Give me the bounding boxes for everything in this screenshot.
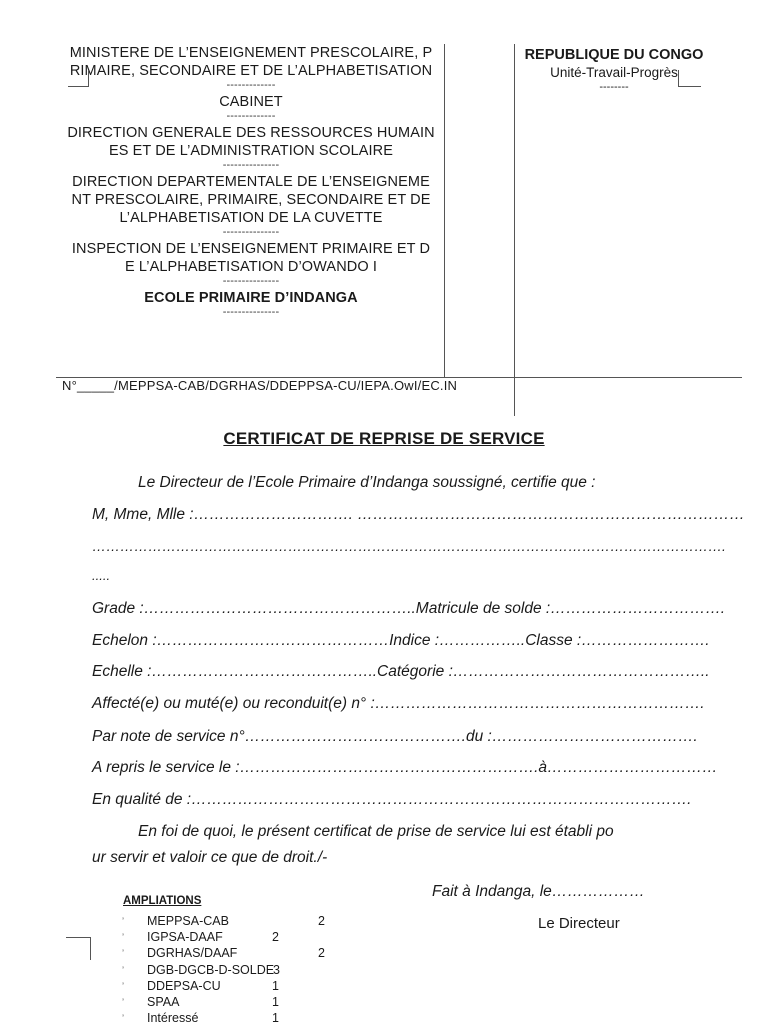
list-bullet: ’ <box>122 980 124 991</box>
ampliation-count: 2 <box>318 946 325 961</box>
ministry-line-2: RIMAIRE, SECONDAIRE ET DE L’ALPHABETISATION <box>69 63 433 79</box>
separator: --------------- <box>222 159 280 171</box>
closing-line-2: ur servir et valoir ce que de droit./- <box>92 849 328 866</box>
national-motto: Unité-Travail-Progrès <box>550 65 678 80</box>
separator: --------------- <box>222 275 280 287</box>
dgrh-line-2: ES ET DE L’ADMINISTRATION SCOLAIRE <box>108 143 394 159</box>
ampliation-recipient: IGPSA-DAAF <box>147 930 223 945</box>
ampliation-recipient: SPAA <box>147 995 180 1009</box>
list-bullet: ’ <box>122 916 124 926</box>
intro-text: Le Directeur de l’Ecole Primaire d’Indanga soussigné, certifie que : <box>138 474 596 491</box>
list-bullet: ’ <box>122 932 124 943</box>
field-echelon: Echelon :………………………………………Indice :……………..Classe :……………………. <box>92 632 710 649</box>
ampliation-recipient: DGRHAS/DAAF <box>147 946 238 961</box>
list-bullet: ’ <box>122 1013 124 1024</box>
list-bullet: ’ <box>122 948 124 959</box>
list-bullet: ’ <box>122 997 124 1007</box>
field-position: En qualité de :……………………………………………………………………………………. <box>92 791 692 808</box>
ampliation-count: 1 <box>272 995 279 1009</box>
ddep-line-1: DIRECTION DEPARTEMENTALE DE L’ENSEIGNEME <box>72 174 430 190</box>
field-resumption-date: A repris le service le :………………………………………………….à…………………………… <box>92 759 718 776</box>
field-echelle: Echelle :……………………………………..Catégorie :………………………………………….. <box>92 663 710 680</box>
school-name: ECOLE PRIMAIRE D’INDANGA <box>144 290 358 306</box>
ampliation-count: 1 <box>272 978 279 993</box>
ddep-line-3: L’ALPHABETISATION DE LA CUVETTE <box>119 210 383 226</box>
separator: --------------- <box>222 226 280 238</box>
separator: --------------- <box>222 306 280 318</box>
signatory-title: Le Directeur <box>538 915 620 932</box>
list-bullet: ’ <box>122 964 124 975</box>
header-left <box>58 44 444 320</box>
field-name-continuation-2: ..... <box>92 568 111 583</box>
corner-mark-left <box>68 70 89 87</box>
cabinet-label: CABINET <box>219 94 283 110</box>
header-right <box>516 46 712 93</box>
ampliation-count: 3 <box>273 962 280 977</box>
ministry-line-1: MINISTERE DE L’ENSEIGNEMENT PRESCOLAIRE, P <box>69 45 433 61</box>
field-service-note: Par note de service n°…………………………………….du :…………………………………. <box>92 728 698 745</box>
inspection-line-2: E L’ALPHABETISATION D’OWANDO I <box>125 259 377 275</box>
ampliations-title: AMPLIATIONS <box>123 895 202 907</box>
ddep-line-2: NT PRESCOLAIRE, PRIMAIRE, SECONDAIRE ET DE <box>71 192 431 208</box>
dgrh-line-1: DIRECTION GENERALE DES RESSOURCES HUMAIN <box>67 125 435 141</box>
field-assignment: Affecté(e) ou muté(e) ou reconduit(e) n° :………………………………………………………. <box>92 695 705 712</box>
ampliation-recipient: DGB-DGCB-D-SOLDE <box>147 962 275 977</box>
field-grade: Grade :……………………………………………..Matricule de solde :……………………………. <box>92 600 726 617</box>
ampliation-recipient: DDEPSA-CU <box>147 978 221 993</box>
corner-mark-bottom <box>66 937 91 960</box>
field-name: M, Mme, Mlle :…………………………. ………………………………………………………………… <box>92 506 745 523</box>
ampliation-count: 1 <box>272 1011 279 1025</box>
document-title: CERTIFICAT DE REPRISE DE SERVICE <box>223 429 545 448</box>
separator: ------------- <box>226 110 276 122</box>
header-divider-right <box>514 44 515 416</box>
separator: ------------- <box>226 79 276 91</box>
republic-name: REPUBLIQUE DU CONGO <box>524 47 704 63</box>
ampliation-count: 2 <box>318 914 325 928</box>
ampliation-count: 2 <box>272 930 279 945</box>
closing-line-1: En foi de quoi, le présent certificat de prise de service lui est établi po <box>138 823 614 840</box>
header-divider-left <box>444 44 445 377</box>
reference-number: N°_____/MEPPSA-CAB/DGRHAS/DDEPPSA-CU/IEPA.OwI/EC.IN <box>62 378 458 393</box>
field-name-continuation: ………………………………………………………………………………………………………………………. <box>92 538 726 554</box>
ampliation-recipient: MEPPSA-CAB <box>147 914 229 928</box>
ampliation-recipient: Intéressé <box>147 1011 199 1025</box>
inspection-line-1: INSPECTION DE L’ENSEIGNEMENT PRIMAIRE ET D <box>71 241 431 257</box>
place-and-date: Fait à Indanga, le……………… <box>432 883 645 900</box>
separator: -------- <box>599 81 629 93</box>
